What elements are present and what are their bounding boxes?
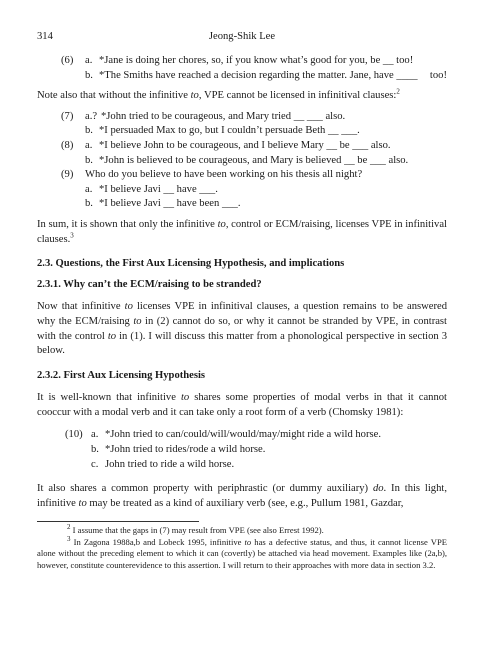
example-text: *John tried to rides/rode a wild horse. [105, 444, 266, 456]
text-run: Note also that without the infinitive [37, 90, 191, 102]
text-run: In sum, it is shown that only the infinitive [37, 218, 218, 230]
section-heading-2-3-1: 2.3.1. Why can’t the ECM/raising to be stranded? [37, 278, 262, 290]
example-text [99, 69, 447, 84]
footnote-text: (2a,b), however, constitute counterevidence to this assertion. I will return to their approaches with more data in [37, 548, 448, 570]
italic-run: to [107, 330, 117, 342]
italic-run: to [133, 315, 142, 327]
footnote-3 [37, 534, 448, 571]
example-label: b. [85, 198, 93, 210]
example-label: a. [85, 183, 93, 195]
example-text: *Jane is doing her chores, so, if you know what’s good for you, be __ too! [99, 55, 414, 66]
example-8 [37, 139, 447, 168]
text-run: contrast with the control [37, 315, 447, 342]
text-run: shares some properties of modal verbs in that it cannot [189, 392, 448, 404]
italic-run: do [372, 483, 384, 495]
example-label: b. [91, 444, 99, 456]
page-number: 314 [37, 31, 53, 42]
italic-run: to [124, 301, 133, 313]
text-run: It is well-known that infinitive [37, 392, 181, 404]
text-run: . In this light, [383, 483, 447, 495]
footnote-marker: 3 [70, 231, 74, 239]
text-run: in (1). I will discuss this matter from a phonological perspective [116, 330, 395, 342]
text-run: , control or ECM/raising, licenses VPE in infinitival clauses. [37, 218, 447, 245]
page-header [37, 30, 447, 46]
page [37, 30, 447, 571]
text-run: may be treated as a kind of auxiliary verb (see, e.g., Pullum 1981, Gazdar, [86, 497, 404, 509]
footnote-rule [37, 521, 199, 522]
example-number: (6) [61, 55, 74, 66]
example-number: (10) [65, 429, 83, 441]
example-number: (7) [61, 110, 74, 122]
italic-run: to [217, 218, 226, 230]
example-6 [37, 54, 447, 83]
footnote-text: alone without the preceding element to which it can (covertly) be attached via head movement. Examples like [37, 548, 422, 559]
example-text-left: *The Smiths have reached a decision regarding the matter. Jane, have ____ [99, 69, 418, 81]
text-run: Now that infinitive [37, 301, 125, 313]
example-text: *I believe Javi __ have been ___. [99, 198, 241, 210]
example-number: (8) [61, 139, 74, 151]
footnote-text: I assume that the gaps in (7) may result from VPE (see also Errest 1992). [72, 525, 324, 536]
example-label: b. [85, 154, 93, 166]
example-text: Who do you believe to have been working on his thesis all night? [85, 169, 363, 181]
example-text: John tried to ride a wild horse. [105, 458, 235, 470]
text-run: , VPE cannot be licensed in infinitival clauses: [198, 90, 397, 102]
text-run: It also shares a common property with periphrastic (or dummy auxiliary) [37, 483, 373, 495]
example-label: a.? [85, 110, 98, 122]
example-label: a. [85, 55, 93, 66]
footnote-number: 2 [67, 523, 71, 532]
paragraph-3 [37, 300, 447, 358]
footnote-text: section 3.2. [396, 559, 436, 570]
footnote-marker: 2 [396, 87, 400, 96]
example-text: *I believe Javi __ have ___. [99, 183, 218, 195]
example-label: a. [91, 429, 99, 441]
footnote-text: has a defective status, and thus, it cannot license VPE [251, 536, 447, 547]
text-run: why the ECM/raising [37, 315, 134, 327]
example-text: *John tried to can/could/will/would/may/might ride a wild horse. [105, 429, 381, 441]
text-run: in section 3 below. [37, 330, 447, 357]
example-label: c. [91, 458, 99, 470]
text-run: in (2) cannot do so, or why it cannot be stranded by VPE, in [141, 315, 410, 327]
italic-run: to [244, 536, 252, 547]
paragraph-5 [37, 482, 447, 511]
italic-run: to [180, 392, 190, 404]
example-text-right: too! [429, 69, 447, 81]
footnote-text: In Zagona 1988a,b and Lobeck 1995, infinitive [73, 536, 245, 547]
paragraph-1 [37, 89, 447, 104]
example-text: *I persuaded Max to go, but I couldn’t persuade Beth __ ___. [99, 125, 360, 137]
example-text: *I believe John to be courageous, and I believe Mary __ be ___ also. [99, 139, 391, 151]
italic-run: to [190, 90, 199, 102]
example-10 [37, 428, 447, 472]
example-label: a. [85, 139, 93, 151]
section-heading-2-3-2: 2.3.2. First Aux Licensing Hypothesis [37, 369, 206, 381]
footnote-number: 3 [67, 534, 71, 543]
paragraph-2 [37, 218, 447, 247]
example-9 [37, 168, 447, 212]
example-7 [37, 110, 447, 139]
text-run: infinitive [37, 497, 79, 509]
text-run: cooccur with a modal verb and it can take only a root form of a verb (Chomsky 1981): [37, 406, 404, 418]
example-label: b. [85, 125, 93, 137]
paragraph-4 [37, 391, 447, 420]
example-number: (9) [61, 169, 74, 181]
italic-run: to [78, 497, 87, 509]
running-head-author: Jeong-Shik Lee [208, 31, 276, 42]
example-text: *John tried to be courageous, and Mary tried __ ___ also. [101, 110, 346, 122]
section-heading-2-3: 2.3. Questions, the First Aux Licensing Hypothesis, and implications [37, 258, 345, 270]
example-text: *John is believed to be courageous, and Mary is believed __ be ___ also. [99, 154, 409, 166]
text-run: licenses VPE in infinitival clauses, a question remains to be answered [132, 301, 448, 313]
example-label: b. [85, 69, 93, 81]
footnote-2 [37, 525, 447, 536]
